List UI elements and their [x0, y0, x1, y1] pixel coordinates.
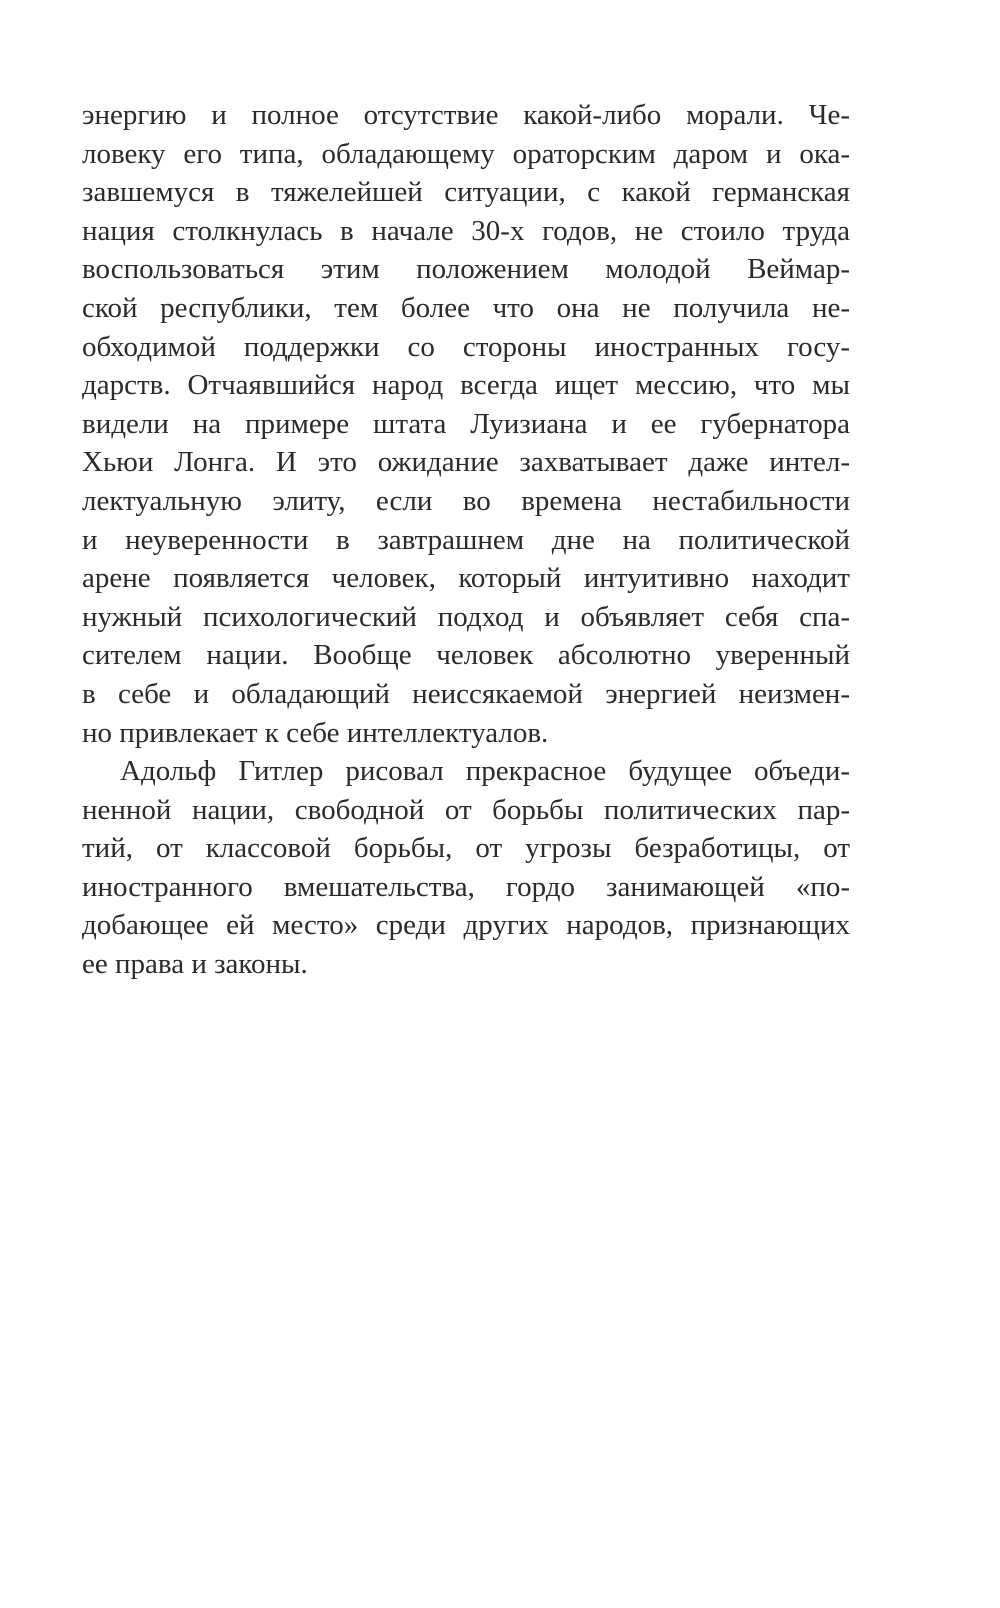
text-line: ее права и законы.	[82, 948, 308, 981]
text-line: арене появляется человек, который интуитивно находит	[82, 562, 850, 595]
paragraph-2	[82, 752, 850, 984]
text-line: лектуальную элиту, если во времена нестабильности	[82, 484, 850, 517]
text-line: тий, от классовой борьбы, от угрозы безработицы, от	[82, 832, 850, 865]
text-line: сителем нации. Вообще человек абсолютно уверенный	[82, 639, 850, 672]
text-line: нужный психологический подход и объявляет себя спа-	[82, 600, 850, 633]
paragraph-1	[82, 96, 850, 752]
text-line: энергию и полное отсутствие какой-либо морали. Че-	[82, 99, 850, 131]
body-text	[82, 96, 850, 984]
text-line: и неуверенности в завтрашнем дне на политической	[82, 523, 850, 556]
text-line: Хьюи Лонга. И это ожидание захватывает даже интел-	[82, 446, 850, 479]
text-line: ненной нации, свободной от борьбы политических пар-	[82, 793, 850, 826]
text-line: ской республики, тем более что она не получила не-	[82, 291, 850, 324]
text-line: обходимой поддержки со стороны иностранных госу-	[82, 330, 850, 363]
text-line: Адольф Гитлер рисовал прекрасное будущее объеди-	[120, 755, 850, 788]
text-line: добающее ей место» среди других народов, признающих	[82, 909, 850, 942]
text-line: ловеку его типа, обладающему ораторским даром и ока-	[82, 137, 850, 170]
text-line: иностранного вмешательства, гордо занимающей «по-	[82, 870, 850, 903]
text-line: нация столкнулась в начале 30-х годов, не стоило труда	[82, 214, 850, 247]
text-line: дарств. Отчаявшийся народ всегда ищет мессию, что мы	[82, 369, 850, 402]
text-line: в себе и обладающий неиссякаемой энергией неизмен-	[82, 677, 850, 710]
text-line: видели на примере штата Луизиана и ее губернатора	[82, 407, 850, 440]
text-line: воспользоваться этим положением молодой Веймар-	[82, 253, 850, 286]
text-line: завшемуся в тяжелейшей ситуации, с какой германская	[82, 176, 850, 209]
text-line: но привлекает к себе интеллектуалов.	[82, 716, 549, 749]
